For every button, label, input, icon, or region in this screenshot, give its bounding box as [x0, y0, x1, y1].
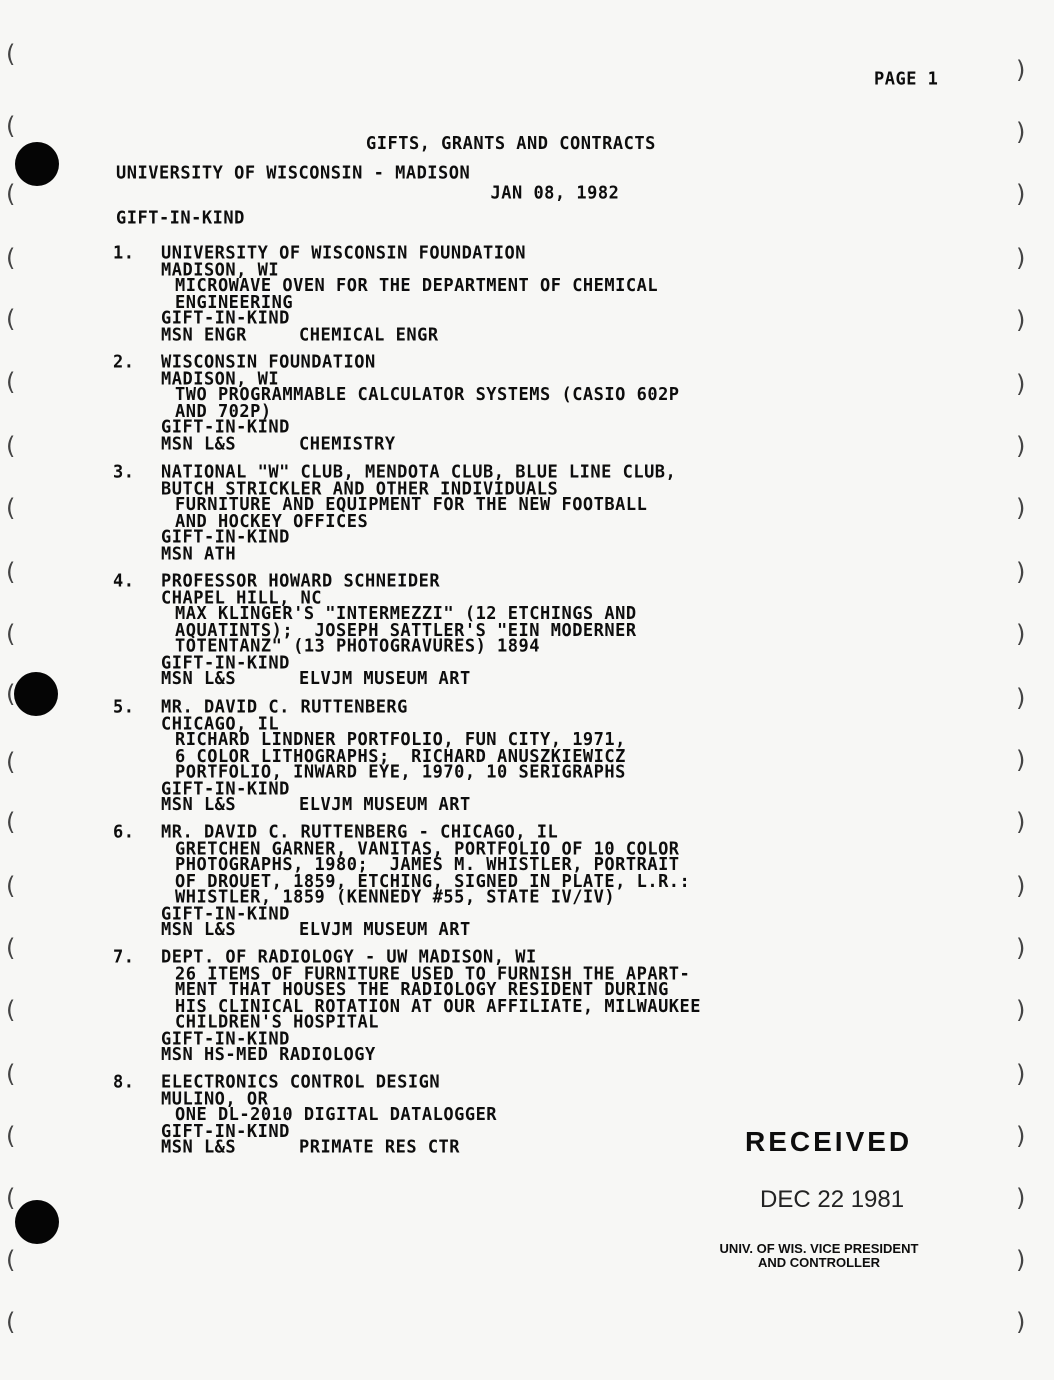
item-line: GIFT-IN-KIND [161, 652, 290, 674]
item-line: PHOTOGRAPHS, 1980; JAMES M. WHISTLER, PORTRAIT [175, 854, 680, 876]
feed-mark: ) [1016, 56, 1026, 84]
feed-mark: ) [1016, 746, 1026, 774]
item-line: ENGINEERING [175, 291, 294, 313]
feed-mark: ( [6, 996, 16, 1024]
item-line: AND 702P) [175, 400, 272, 422]
item-line: GRETCHEN GARNER, VANITAS, PORTFOLIO OF 10 COLOR [175, 838, 680, 860]
item-line: MENT THAT HOUSES THE RADIOLOGY RESIDENT DURING [175, 979, 669, 1001]
item-line: GIFT-IN-KIND [161, 1120, 290, 1142]
item-line: WHISTLER, 1859 (KENNEDY #55, STATE IV/IV) [175, 886, 616, 908]
item-line: RICHARD LINDNER PORTFOLIO, FUN CITY, 1971, [175, 729, 626, 751]
item-line: NATIONAL "W" CLUB, MENDOTA CLUB, BLUE LINE CLUB, [161, 461, 677, 483]
item-line: MADISON, WI [161, 368, 280, 390]
feed-mark: ) [1016, 1308, 1026, 1336]
item-body [161, 351, 680, 455]
feed-mark: ) [1016, 1184, 1026, 1212]
item-number: 4. [113, 570, 135, 592]
feed-mark: ) [1016, 370, 1026, 398]
feed-mark: ) [1016, 244, 1026, 272]
feed-mark: ( [6, 432, 16, 460]
item-msn: MSN L&S [161, 668, 237, 690]
item-line: CHILDREN'S HOSPITAL [175, 1011, 379, 1033]
feed-mark: ) [1016, 872, 1026, 900]
feed-mark: ( [6, 180, 16, 208]
item-line: TOTENTANZ" (13 PHOTOGRAVURES) 1894 [175, 635, 540, 657]
item-msn: MSN L&S [161, 794, 237, 816]
item-body [161, 696, 626, 816]
item-msn: MSN L&S [161, 1136, 237, 1158]
item-msn-line [161, 919, 690, 941]
feed-mark: ( [6, 40, 16, 68]
item-line: MICROWAVE OVEN FOR THE DEPARTMENT OF CHEMICAL [175, 275, 659, 297]
item-line: HIS CLINICAL ROTATION AT OUR AFFILIATE, MILWAUKEE [175, 995, 702, 1017]
item-body [161, 461, 677, 565]
feed-mark: ( [6, 808, 16, 836]
item-line: CHAPEL HILL, NC [161, 587, 323, 609]
item-line: GIFT-IN-KIND [161, 903, 290, 925]
feed-mark: ) [1016, 996, 1026, 1024]
item-line: BUTCH STRICKLER AND OTHER INDIVIDUALS [161, 478, 559, 500]
item-line: ELECTRONICS CONTROL DESIGN [161, 1071, 441, 1093]
item-line: PROFESSOR HOWARD SCHNEIDER [161, 570, 441, 592]
feed-mark: ) [1016, 808, 1026, 836]
punch-hole-bottom [15, 1200, 59, 1244]
item-line: FURNITURE AND EQUIPMENT FOR THE NEW FOOTBALL [175, 494, 648, 516]
item-body [161, 1071, 498, 1158]
feed-mark: ) [1016, 118, 1026, 146]
feed-mark: ) [1016, 620, 1026, 648]
item-department: CHEMICAL ENGR [299, 324, 439, 346]
item-number: 3. [113, 461, 135, 483]
item-department: CHEMISTRY [299, 433, 396, 455]
received-office-line: AND CONTROLLER [757, 1255, 881, 1270]
item-line: CHICAGO, IL [161, 713, 280, 735]
item-body [161, 242, 659, 346]
item-line: MSN ATH [161, 543, 237, 565]
item-line: MAX KLINGER'S "INTERMEZZI" (12 ETCHINGS AND [175, 603, 637, 625]
item-line: 26 ITEMS OF FURNITURE USED TO FURNISH THE APART- [175, 963, 691, 985]
item-department: ELVJM MUSEUM ART [299, 794, 471, 816]
item-department: ELVJM MUSEUM ART [299, 919, 471, 941]
item-msn: MSN L&S [161, 433, 237, 455]
feed-mark: ( [6, 748, 16, 776]
item-number: 6. [113, 821, 135, 843]
item-msn: MSN L&S [161, 919, 237, 941]
item-line: GIFT-IN-KIND [161, 307, 290, 329]
item-line: DEPT. OF RADIOLOGY - UW MADISON, WI [161, 946, 537, 968]
received-stamp: RECEIVED [745, 1126, 913, 1157]
item-line: ONE DL-2010 DIGITAL DATALOGGER [175, 1104, 498, 1126]
item-line: AQUATINTS); JOSEPH SATTLER'S "EIN MODERNER [175, 619, 637, 641]
feed-mark: ( [6, 494, 16, 522]
item-line: MR. DAVID C. RUTTENBERG [161, 696, 408, 718]
item-number: 2. [113, 351, 135, 373]
item-msn-line [161, 433, 680, 455]
feed-mark: ( [6, 1122, 16, 1150]
title-line: GIFTS, GRANTS AND CONTRACTS [366, 133, 656, 155]
punch-hole-top [15, 142, 59, 186]
item-msn-line [161, 1136, 497, 1158]
item-line: GIFT-IN-KIND [161, 1028, 290, 1050]
institution-name: UNIVERSITY OF WISCONSIN - MADISON [116, 162, 471, 184]
item-msn-line [161, 324, 658, 346]
feed-mark: ( [6, 680, 16, 708]
page-number: PAGE 1 [874, 68, 939, 90]
item-msn-line [161, 668, 637, 690]
feed-mark: ( [6, 620, 16, 648]
item-line: MADISON, WI [161, 259, 280, 281]
feed-mark: ( [6, 244, 16, 272]
title-date: JAN 08, 1982 [490, 182, 620, 204]
item-line: TWO PROGRAMMABLE CALCULATOR SYSTEMS (CASIO 602P [175, 384, 680, 406]
punch-hole-middle [14, 672, 58, 716]
received-office [700, 1242, 938, 1270]
feed-mark: ) [1016, 1246, 1026, 1274]
feed-mark: ) [1016, 558, 1026, 586]
item-line: UNIVERSITY OF WISCONSIN FOUNDATION [161, 242, 526, 264]
feed-mark: ( [6, 872, 16, 900]
received-office-line: UNIV. OF WIS. VICE PRESIDENT [719, 1241, 919, 1256]
item-line: OF DROUET, 1859, ETCHING, SIGNED IN PLATE, L.R.: [175, 870, 691, 892]
feed-mark: ) [1016, 1060, 1026, 1088]
feed-mark: ( [6, 1308, 16, 1336]
item-msn: MSN ENGR [161, 324, 247, 346]
feed-mark: ( [6, 112, 16, 140]
item-body [161, 570, 637, 690]
item-line: MSN HS-MED RADIOLOGY [161, 1044, 376, 1066]
item-number: 7. [113, 946, 135, 968]
feed-mark: ) [1016, 306, 1026, 334]
feed-mark: ) [1016, 934, 1026, 962]
item-department: ELVJM MUSEUM ART [299, 668, 471, 690]
item-line: AND HOCKEY OFFICES [175, 510, 369, 532]
feed-mark: ( [6, 1246, 16, 1274]
item-number: 1. [113, 242, 135, 264]
feed-mark: ( [6, 305, 16, 333]
item-msn-line [161, 794, 626, 816]
feed-mark: ) [1016, 1122, 1026, 1150]
item-line: GIFT-IN-KIND [161, 778, 290, 800]
item-line: MR. DAVID C. RUTTENBERG - CHICAGO, IL [161, 821, 559, 843]
item-line: GIFT-IN-KIND [161, 526, 290, 548]
feed-mark: ) [1016, 432, 1026, 460]
item-line: WISCONSIN FOUNDATION [161, 351, 376, 373]
item-line: PORTFOLIO, INWARD EYE, 1970, 10 SERIGRAPHS [175, 761, 626, 783]
item-line: 6 COLOR LITHOGRAPHS; RICHARD ANUSZKIEWICZ [175, 745, 626, 767]
item-body [161, 946, 702, 1066]
item-number: 5. [113, 696, 135, 718]
received-date: DEC 22 1981 [760, 1186, 905, 1213]
feed-mark: ( [6, 1184, 16, 1212]
feed-mark: ( [6, 934, 16, 962]
feed-mark: ( [6, 1060, 16, 1088]
feed-mark: ) [1016, 180, 1026, 208]
feed-mark: ( [6, 558, 16, 586]
item-department: PRIMATE RES CTR [299, 1136, 461, 1158]
section-heading: GIFT-IN-KIND [116, 207, 245, 229]
item-line: MULINO, OR [161, 1088, 269, 1110]
feed-mark: ) [1016, 494, 1026, 522]
item-number: 8. [113, 1071, 135, 1093]
feed-mark: ( [6, 368, 16, 396]
item-body [161, 821, 691, 941]
feed-mark: ) [1016, 684, 1026, 712]
item-line: GIFT-IN-KIND [161, 416, 290, 438]
